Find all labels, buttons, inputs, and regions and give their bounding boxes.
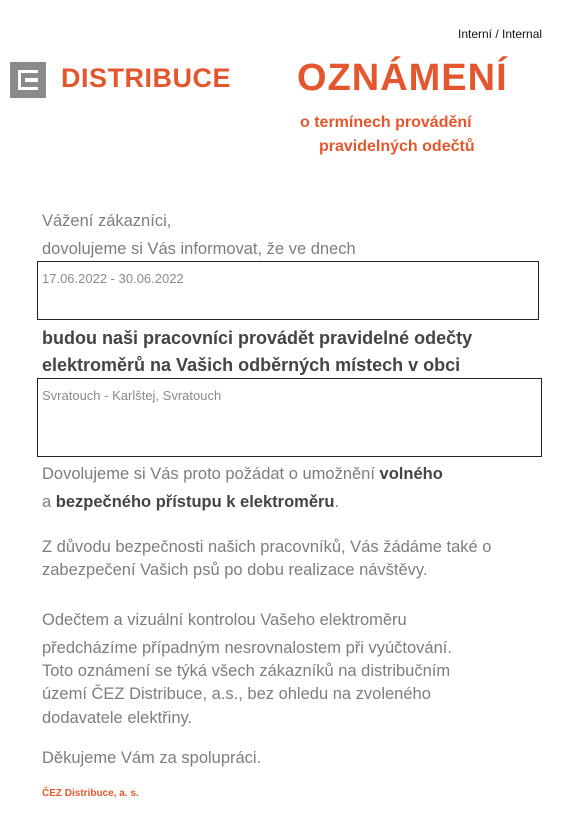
footer-company: ČEZ Distribuce, a. s. bbox=[42, 788, 139, 799]
safety-line-1: Z důvodu bezpečnosti našich pracovníků, Vás žádáme také o bbox=[42, 538, 492, 556]
date-range-field[interactable] bbox=[37, 261, 539, 320]
info-line-4: území ČEZ Distribuce, a.s., bez ohledu na zvoleného bbox=[42, 685, 431, 703]
intro-text: dovolujeme si Vás informovat, že ve dnech bbox=[42, 240, 356, 258]
locality-value: Svratouch - Karlštej, Svratouch bbox=[42, 388, 222, 403]
classification-label: Interní / Internal bbox=[458, 27, 543, 41]
request-line-2 bbox=[42, 493, 339, 512]
cez-logo-icon bbox=[10, 62, 46, 98]
safety-line-2: zabezpečení Vašich psů po dobu realizace návštěvy. bbox=[42, 561, 428, 579]
announcement-line-2: elektroměrů na Vašich odběrných místech v obci bbox=[42, 355, 461, 375]
page-title: OZNÁMENÍ bbox=[297, 57, 508, 99]
info-line-5: dodavatele elektřiny. bbox=[42, 709, 193, 727]
info-line-2: předcházíme případným nesrovnalostem při vyúčtování. bbox=[42, 639, 452, 657]
thanks-text: Děkujeme Vám za spolupráci. bbox=[42, 749, 262, 767]
request-emphasis-1: volného bbox=[379, 465, 443, 483]
request-emphasis-2: bezpečného přístupu k elektroměru bbox=[55, 493, 335, 511]
locality-field[interactable] bbox=[37, 378, 542, 457]
announcement-line-1: budou naši pracovníci provádět pravidelné odečty bbox=[42, 328, 473, 348]
subtitle-line-2: pravidelných odečtů bbox=[319, 138, 475, 155]
request-text-1: Dovolujeme si Vás proto požádat o umožnění bbox=[42, 465, 380, 483]
info-line-1: Odečtem a vizuální kontrolou Vašeho elektroměru bbox=[42, 611, 407, 629]
info-line-3: Toto oznámení se týká všech zákazníků na distribučním bbox=[42, 662, 451, 680]
brand-name: DISTRIBUCE bbox=[61, 63, 232, 93]
subtitle-line-1: o termínech provádění bbox=[300, 114, 472, 131]
request-line-1 bbox=[42, 465, 443, 484]
request-text-2: a bbox=[42, 493, 56, 511]
greeting: Vážení zákazníci, bbox=[42, 212, 172, 230]
request-text-3: . bbox=[334, 493, 340, 511]
date-range-value: 17.06.2022 - 30.06.2022 bbox=[42, 271, 184, 286]
